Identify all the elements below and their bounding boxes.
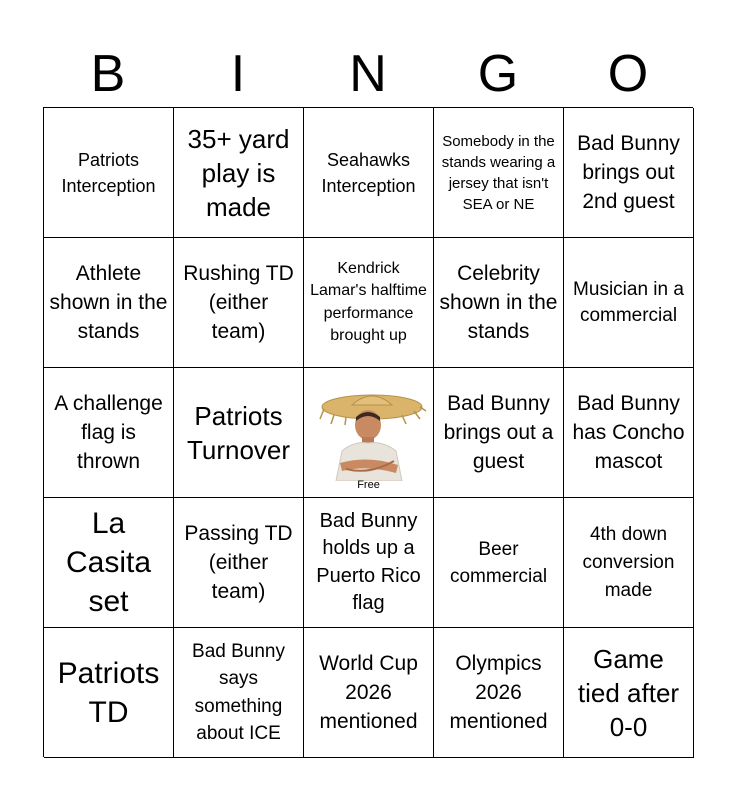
- bingo-cell[interactable]: [174, 628, 304, 758]
- bingo-cell[interactable]: [174, 368, 304, 498]
- bingo-cell[interactable]: [564, 238, 694, 368]
- cell-text: Kendrick Lamar's halftime performance brought up: [310, 259, 427, 344]
- bingo-cell[interactable]: [304, 238, 434, 368]
- bingo-cell[interactable]: [434, 628, 564, 758]
- cell-text: Musician in a commercial: [573, 278, 684, 326]
- cell-text: Bad Bunny holds up a Puerto Rico flag: [316, 509, 421, 614]
- bingo-cell[interactable]: [174, 108, 304, 238]
- free-space-label: Free: [357, 478, 380, 491]
- bingo-cell[interactable]: [564, 368, 694, 498]
- cell-text: Olympics 2026 mentioned: [449, 652, 548, 733]
- cell-text: Bad Bunny brings out 2nd guest: [577, 132, 680, 213]
- bingo-header: [43, 40, 693, 108]
- cell-text: 4th down conversion made: [582, 523, 675, 601]
- bingo-cell[interactable]: [44, 238, 174, 368]
- cell-text: Bad Bunny has Concho mascot: [572, 392, 685, 473]
- bingo-cell[interactable]: [174, 498, 304, 628]
- cell-text: La Casita set: [65, 507, 152, 618]
- cell-text: Seahawks Interception: [321, 149, 416, 196]
- cell-text: Patriots Turnover: [186, 400, 291, 465]
- bingo-cell[interactable]: [434, 498, 564, 628]
- cell-text: Beer commercial: [449, 538, 548, 587]
- bingo-cell[interactable]: [434, 238, 564, 368]
- cell-text: Celebrity shown in the stands: [439, 262, 558, 343]
- header-letter-b: B: [90, 45, 126, 103]
- cell-text: Patriots Interception: [61, 149, 156, 196]
- bingo-cell[interactable]: [44, 628, 174, 758]
- bingo-cell[interactable]: [44, 108, 174, 238]
- header-letter-n: N: [349, 45, 387, 103]
- cell-text: 35+ yard play is made: [187, 123, 290, 222]
- cell-text: A challenge flag is thrown: [54, 392, 163, 473]
- bingo-cell[interactable]: [434, 368, 564, 498]
- bingo-cell[interactable]: [304, 628, 434, 758]
- cell-text: Rushing TD (either team): [183, 262, 294, 343]
- cell-text: Somebody in the stands wearing a jersey that isn't SEA or NE: [441, 132, 556, 213]
- bingo-cell[interactable]: [564, 498, 694, 628]
- free-space[interactable]: [304, 368, 434, 498]
- cell-text: Passing TD (either team): [184, 522, 293, 603]
- cell-text: World Cup 2026 mentioned: [319, 652, 418, 733]
- cell-text: Athlete shown in the stands: [49, 262, 168, 343]
- cell-text: Patriots TD: [57, 656, 160, 729]
- bingo-cell[interactable]: [304, 498, 434, 628]
- cell-text: Game tied after 0-0: [577, 643, 680, 742]
- header-letter-g: G: [477, 45, 519, 103]
- bingo-cell[interactable]: [174, 238, 304, 368]
- bingo-board: [43, 107, 693, 757]
- cell-text: Bad Bunny brings out a guest: [443, 392, 554, 473]
- bingo-cell[interactable]: [304, 108, 434, 238]
- bingo-cell[interactable]: [44, 498, 174, 628]
- bingo-cell[interactable]: [564, 108, 694, 238]
- bingo-cell[interactable]: [434, 108, 564, 238]
- free-space-portrait-icon: [310, 385, 428, 481]
- header-letter-o: O: [607, 45, 649, 103]
- header-letter-i: I: [230, 45, 246, 103]
- bingo-cell[interactable]: [564, 628, 694, 758]
- cell-text: Bad Bunny says something about ICE: [192, 640, 285, 744]
- bingo-cell[interactable]: [44, 368, 174, 498]
